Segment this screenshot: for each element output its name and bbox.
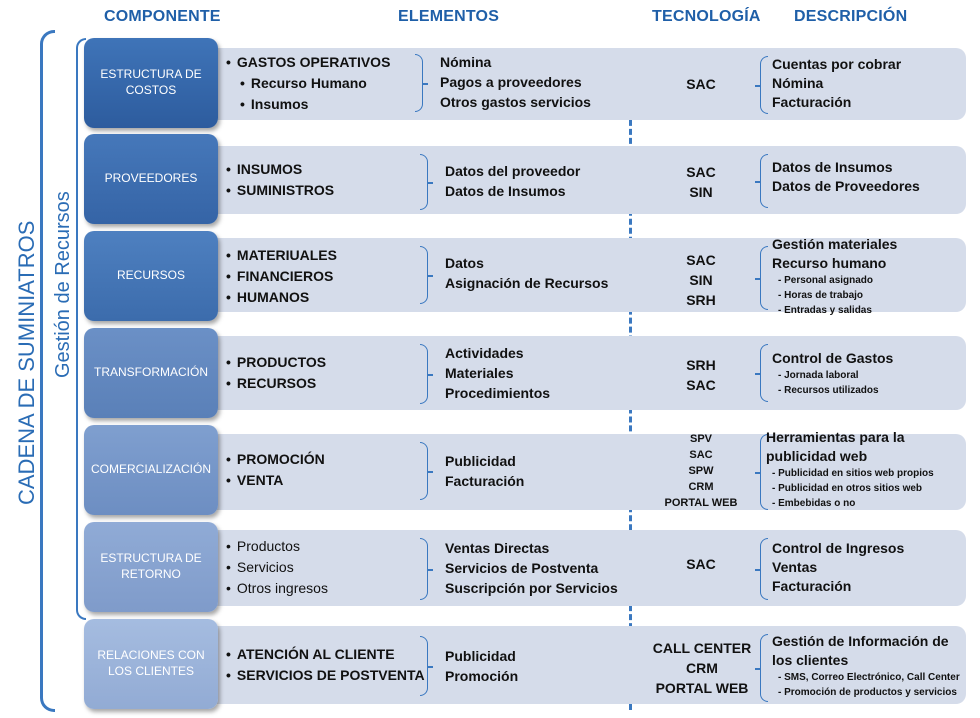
tech-list: [636, 74, 766, 94]
header-descripcion: DESCRIPCIÓN: [794, 8, 908, 25]
desc-subitem: - Personal asignado: [772, 273, 964, 288]
desc-brace: [760, 56, 768, 114]
tech-item: CRM: [686, 660, 718, 676]
list-item: • HUMANOS: [226, 287, 337, 308]
desc-list: [766, 428, 964, 511]
desc-item: Datos de Proveedores: [772, 178, 920, 194]
tech-list: [636, 355, 766, 395]
element-item: Procedimientos: [445, 385, 551, 401]
tech-item: SAC: [686, 76, 716, 92]
header-tecnologia: TECNOLOGÍA: [652, 8, 761, 25]
element-item: Datos del proveedor: [445, 163, 581, 179]
component-box: ESTRUCTURA DE COSTOS: [84, 38, 218, 128]
element-item: Ventas Directas: [445, 540, 550, 556]
tech-item: SRH: [686, 292, 716, 308]
desc-item: Control de Gastos: [772, 350, 894, 366]
element-item: Datos: [445, 255, 484, 271]
elements-list: [445, 253, 608, 293]
component-items: [226, 352, 326, 394]
tech-item: SAC: [689, 449, 713, 461]
element-item: Materiales: [445, 365, 514, 381]
tech-item: PORTAL WEB: [664, 497, 738, 509]
list-item: • PRODUCTOS: [226, 352, 326, 373]
list-item: • GASTOS OPERATIVOS: [226, 52, 390, 73]
elements-list: [445, 646, 518, 686]
tech-list: [636, 554, 766, 574]
desc-subitem: - Publicidad en otros sitios web: [766, 481, 964, 496]
component-items: [226, 449, 325, 491]
desc-item: Cuentas por cobrar: [772, 56, 902, 72]
desc-item: Gestión materiales: [772, 236, 898, 252]
component-items: [226, 159, 334, 201]
list-item: • Otros ingresos: [226, 578, 328, 599]
desc-subitem: - Embebidas o no: [766, 496, 964, 511]
list-item: • Servicios: [226, 557, 328, 578]
tech-list: [636, 162, 766, 202]
tech-list: [632, 638, 772, 698]
list-item: • Recurso Humano: [226, 73, 390, 94]
element-item: Asignación de Recursos: [445, 275, 609, 291]
elements-brace: [420, 636, 428, 696]
desc-brace: [760, 246, 768, 310]
tech-item: SRH: [686, 357, 716, 373]
desc-subitem: - Horas de trabajo: [772, 288, 964, 303]
desc-item: Facturación: [772, 578, 852, 594]
desc-item: Nómina: [772, 75, 824, 91]
tech-item: SPW: [688, 465, 714, 477]
desc-brace: [760, 538, 768, 600]
desc-brace: [760, 154, 768, 208]
desc-item: Gestión de Información de los clientes: [772, 633, 949, 668]
desc-list: [772, 632, 964, 700]
list-item: • FINANCIEROS: [226, 266, 337, 287]
element-item: Actividades: [445, 345, 524, 361]
desc-item: Facturación: [772, 94, 852, 110]
component-items: [226, 52, 390, 115]
tech-item: SAC: [686, 164, 716, 180]
elements-brace: [415, 54, 423, 112]
desc-subitem: - Promoción de productos y servicios: [772, 685, 964, 700]
component-items: [226, 536, 328, 599]
elements-list: [445, 451, 524, 491]
elements-brace: [420, 344, 428, 404]
list-item: • VENTA: [226, 470, 325, 491]
elements-brace: [420, 538, 428, 600]
tech-item: CALL CENTER: [652, 640, 752, 656]
desc-item: Ventas: [772, 559, 818, 575]
element-item: Servicios de Postventa: [445, 560, 599, 576]
component-box: COMERCIALIZACIÓN: [84, 425, 218, 515]
tech-item: CRM: [688, 481, 714, 493]
tech-list: [636, 431, 766, 511]
desc-list: [772, 55, 964, 112]
elements-list: [440, 52, 591, 112]
element-item: Datos de Insumos: [445, 183, 566, 199]
component-items: [226, 245, 337, 308]
outer-side-label: CADENA DE SUMINIATROS: [14, 220, 39, 505]
element-item: Promoción: [445, 668, 519, 684]
component-box: ESTRUCTURA DE RETORNO: [84, 522, 218, 612]
desc-item: Recurso humano: [772, 255, 887, 271]
element-item: Suscripción por Servicios: [445, 580, 618, 596]
tech-list: [636, 250, 766, 310]
desc-list: [772, 158, 964, 196]
element-item: Publicidad: [445, 453, 516, 469]
list-item: • SERVICIOS DE POSTVENTA: [226, 665, 425, 686]
list-item: • ATENCIÓN AL CLIENTE: [226, 644, 425, 665]
inner-side-label: Gestión de Recursos: [52, 191, 74, 378]
list-item: • Insumos: [226, 94, 390, 115]
desc-subitem: - SMS, Correo Electrónico, Call Center: [772, 670, 964, 685]
desc-subitem: - Jornada laboral: [772, 368, 964, 383]
desc-list: [772, 349, 964, 398]
elements-brace: [420, 442, 428, 500]
list-item: • PROMOCIÓN: [226, 449, 325, 470]
element-item: Pagos a proveedores: [440, 74, 582, 90]
tech-item: PORTAL WEB: [655, 680, 749, 696]
list-item: • SUMINISTROS: [226, 180, 334, 201]
elements-brace: [420, 154, 428, 210]
element-item: Otros gastos servicios: [440, 94, 591, 110]
component-box: PROVEEDORES: [84, 134, 218, 224]
desc-item: Datos de Insumos: [772, 159, 893, 175]
tech-item: SIN: [689, 184, 713, 200]
desc-item: Herramientas para la publicidad web: [766, 429, 905, 464]
tech-item: SAC: [686, 556, 716, 572]
component-items: [226, 644, 425, 686]
tech-item: SPV: [689, 433, 712, 445]
list-item: • INSUMOS: [226, 159, 334, 180]
element-item: Facturación: [445, 473, 525, 489]
list-item: • Productos: [226, 536, 328, 557]
desc-subitem: - Publicidad en sitios web propios: [766, 466, 964, 481]
component-box: TRANSFORMACIÓN: [84, 328, 218, 418]
desc-subitem: - Entradas y salidas: [772, 303, 964, 318]
desc-brace: [760, 634, 768, 702]
elements-list: [445, 161, 580, 201]
desc-subitem: - Recursos utilizados: [772, 383, 964, 398]
element-item: Publicidad: [445, 648, 516, 664]
header-componente: COMPONENTE: [104, 8, 221, 25]
elements-list: [445, 343, 550, 403]
desc-list: [772, 235, 964, 318]
elements-brace: [420, 246, 428, 304]
header-elementos: ELEMENTOS: [398, 8, 500, 25]
list-item: • RECURSOS: [226, 373, 326, 394]
desc-list: [772, 539, 964, 596]
element-item: Nómina: [440, 54, 492, 70]
desc-brace: [760, 344, 768, 402]
tech-item: SAC: [686, 377, 716, 393]
component-box: RELACIONES CON LOS CLIENTES: [84, 619, 218, 709]
tech-item: SIN: [689, 272, 713, 288]
tech-item: SAC: [686, 252, 716, 268]
component-box: RECURSOS: [84, 231, 218, 321]
desc-item: Control de Ingresos: [772, 540, 905, 556]
elements-list: [445, 538, 618, 598]
list-item: • MATERIUALES: [226, 245, 337, 266]
